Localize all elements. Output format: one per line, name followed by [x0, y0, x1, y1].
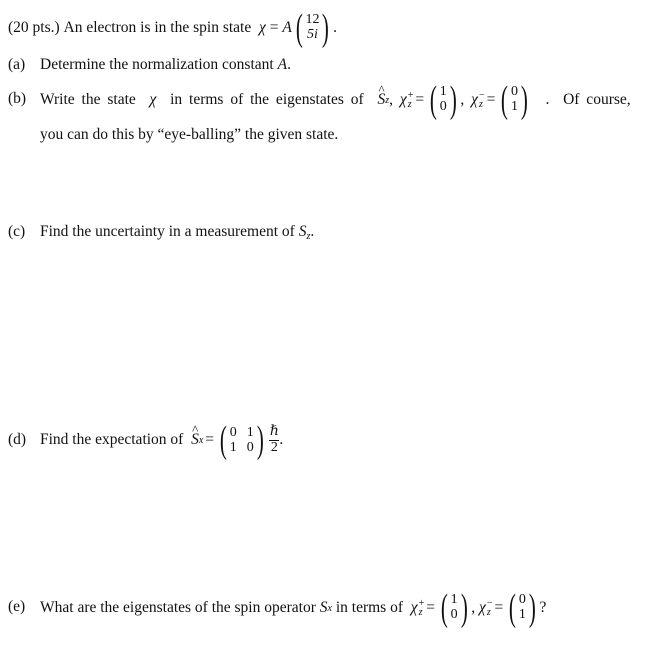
chi-plus-scripts [408, 91, 414, 109]
part-e-text2: in terms of [335, 599, 403, 616]
part-a-var: A [277, 56, 288, 73]
e-chi-plus-scripts [419, 599, 425, 617]
equals-sign: = [269, 19, 279, 36]
part-a [0, 56, 669, 76]
part-d-eq: = [205, 431, 215, 448]
two: 2 [270, 439, 278, 455]
m21: 1 [229, 440, 237, 455]
e-sup-plus: + [418, 598, 425, 609]
dot: . [545, 91, 550, 108]
e-chi-plus: χ [410, 599, 418, 616]
e-eq2: = [494, 599, 504, 616]
chi-plus: χ [399, 91, 407, 108]
part-b-label: (b) [8, 90, 27, 107]
sub-z2: z [479, 99, 483, 110]
e-eq: = [426, 599, 435, 616]
sz-op-letter: S [377, 91, 386, 108]
part-d [0, 420, 669, 460]
vector-bottom: 5i [306, 27, 318, 42]
part-b-tail: Of course, [563, 91, 631, 108]
constant-symbol: A [282, 19, 292, 36]
part-a-label: (a) [8, 56, 26, 73]
part-e-var-sub: x [327, 602, 332, 614]
e-vp-top: 1 [450, 592, 458, 608]
sx-op-letter: S [191, 431, 199, 448]
m11: 0 [229, 424, 237, 440]
part-d-label: (d) [8, 431, 27, 448]
hbar-over-two [269, 425, 279, 455]
sup-plus: + [407, 90, 414, 101]
sx-matrix: ( 0 1 1 0 ) [219, 419, 264, 461]
sz-operator [377, 91, 385, 109]
sz-op-sub: z [385, 94, 390, 106]
e-vm-top: 0 [518, 592, 526, 608]
e-chi-minus-scripts [487, 599, 493, 617]
state-symbol: χ [258, 19, 266, 36]
part-a-text [40, 56, 291, 74]
intro-text: An electron is in the spin state [63, 19, 252, 36]
part-b-line1 [40, 80, 631, 120]
sx-operator [191, 431, 199, 449]
part-d-question: Find the expectation of [40, 431, 184, 448]
part-e [0, 588, 669, 628]
part-e-label: (e) [8, 598, 26, 615]
question-mark: ? [539, 599, 547, 616]
comma: , [389, 91, 394, 108]
part-c-period: . [310, 223, 315, 240]
e-vm-bot: 1 [518, 607, 526, 622]
e-chi-minus-vector: ( 0 1 ) [509, 587, 536, 629]
e-chi-minus: χ [479, 599, 486, 616]
part-b-text2: in terms of the eigenstates of [170, 91, 364, 108]
chi-plus-vector: ( 1 0 ) [429, 79, 457, 121]
part-e-text [40, 588, 546, 628]
eq: = [415, 91, 425, 108]
eq2: = [486, 91, 496, 108]
chi-minus-vector: ( 0 1 ) [501, 79, 528, 121]
part-b-text1: Write the state [40, 91, 136, 108]
part-b-chi: χ [149, 91, 157, 108]
chi-minus-scripts [479, 91, 485, 109]
part-c-var: S [298, 223, 307, 240]
chi-minus: χ [471, 91, 478, 108]
part-c-question: Find the uncertainty in a measurement of [40, 223, 295, 240]
hbar: ℏ [269, 423, 279, 439]
m22: 0 [246, 440, 254, 455]
period: . [333, 19, 337, 36]
m12: 1 [246, 424, 254, 440]
vp-bot: 0 [439, 99, 447, 114]
part-e-question: What are the eigenstates of the spin operator [40, 599, 316, 616]
sup-minus: − [479, 90, 485, 101]
comma2: , [460, 91, 465, 108]
state-vector: ( 12 5i ) [295, 7, 330, 49]
part-c-text [40, 223, 314, 242]
e-sub-z: z [418, 607, 423, 618]
e-comma: , [471, 599, 476, 616]
part-b [0, 80, 669, 120]
part-a-question: Determine the normalization constant [40, 56, 274, 73]
problem-statement [8, 8, 337, 48]
part-c [0, 223, 669, 243]
part-d-period: . [279, 431, 284, 448]
sx-op-sub: x [198, 434, 204, 446]
part-e-var: S [319, 599, 328, 616]
part-d-text [40, 420, 283, 460]
vp-top: 1 [439, 84, 447, 100]
vm-bot: 1 [511, 99, 519, 114]
e-sub-z2: z [486, 607, 491, 618]
e-chi-plus-vector: ( 1 0 ) [440, 587, 468, 629]
vm-top: 0 [511, 84, 519, 100]
e-sup-minus: − [486, 598, 493, 609]
part-a-period: . [287, 56, 291, 73]
part-c-var-sub: z [306, 231, 311, 242]
sub-z: z [407, 99, 412, 110]
points-label: (20 pts.) [8, 19, 60, 36]
part-c-label: (c) [8, 223, 26, 240]
e-vp-bot: 0 [450, 607, 458, 622]
vector-top: 12 [305, 12, 320, 28]
part-b-line2-text: you can do this by “eye-balling” the given state. [40, 126, 339, 143]
